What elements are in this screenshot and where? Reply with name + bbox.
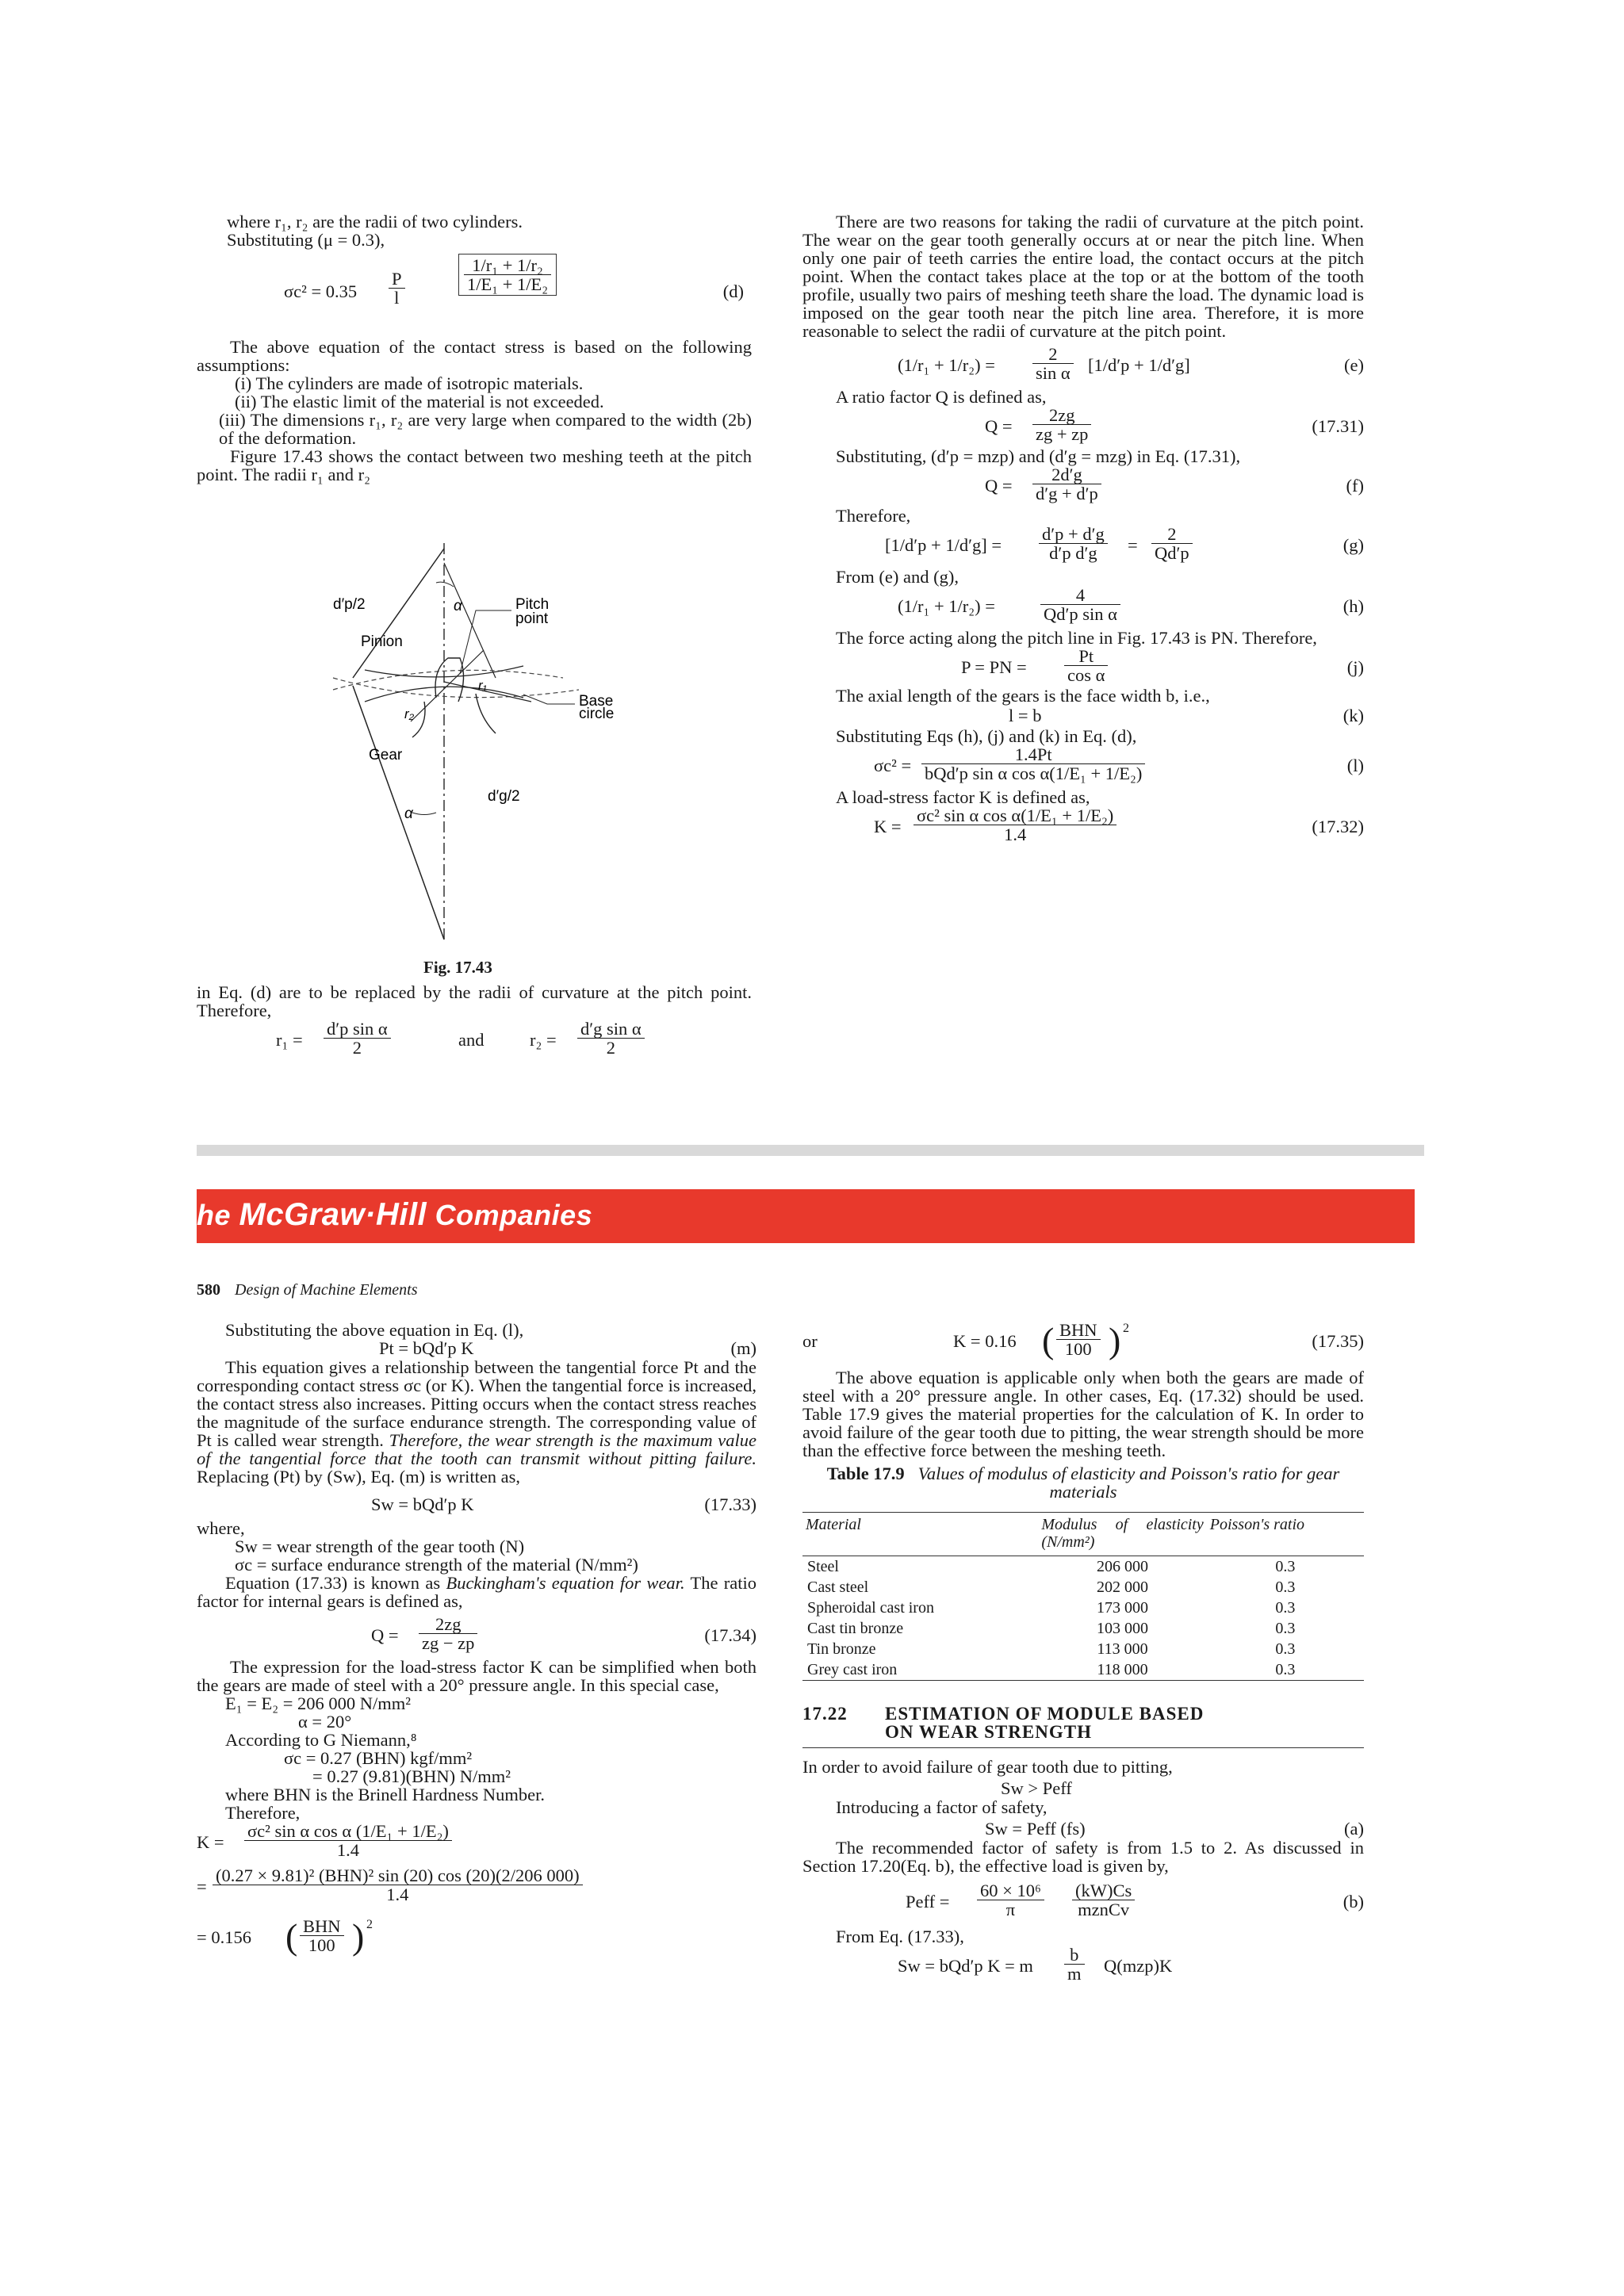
equation-h [802,586,1364,629]
label-dp2: d′p/2 [333,596,366,613]
numerator: BHN [1056,1321,1101,1340]
equation-term: l = b [1009,706,1042,725]
paragraph: where, [197,1518,245,1538]
equation-fraction [1151,525,1193,562]
equation-term: Sw > Peff [1001,1778,1072,1798]
equation-label: (k) [1342,706,1364,725]
top-left-column-lower [197,983,752,1059]
figure-17-43 [317,539,714,951]
numerator: (kW)Cs [1072,1881,1135,1900]
exponent: 2 [366,1918,373,1931]
paragraph-text: Equation (17.33) is known as [225,1573,441,1593]
numerator: d′p + d′g [1039,525,1108,544]
equation-label: (17.32) [1312,817,1364,836]
poisson-ratio-cell: 0.3 [1275,1620,1296,1637]
numerator: 1.4Pt [921,745,1145,764]
paragraph: Substituting (μ = 0.3), [227,230,385,250]
equation-term: or [802,1331,818,1351]
equation-label: (a) [1344,1819,1364,1839]
poisson-ratio-cell: 0.3 [1275,1558,1296,1575]
equation-a [802,1816,1364,1839]
equation-fraction [577,1020,645,1057]
numerator: BHN [300,1917,344,1936]
modulus-cell: 202 000 [1097,1578,1149,1596]
modulus-cell: 118 000 [1097,1661,1148,1678]
denominator: Qd′p [1155,543,1189,563]
equation-term: K = 0.16 [953,1331,1017,1351]
equation-fraction [300,1917,344,1954]
paragraph-text: The ratio factor for internal gears is defined as, [197,1573,757,1611]
paragraph [197,1574,756,1610]
table-row [802,1577,1364,1598]
denominator: Qd′p sin α [1044,604,1117,624]
paragraph: where r₁, r₂ are the radii of two cylinders. [227,212,523,232]
label-dg2: d′g/2 [488,788,520,805]
equation-l [802,745,1364,788]
label-r2: r₂ [404,706,415,721]
denominator: zg + zp [1036,424,1089,444]
numerator: 2zg [1032,406,1091,425]
equation-k-derivation-1 [197,1822,756,1863]
numerator: σc² sin α cos α(1/E₁ + 1/E₂) [914,806,1116,825]
paragraph: The expression for the load-stress factor K can be simplified when both the gears are made of steel with a 20° pressure angle. In this special case, [197,1657,756,1695]
denominator: 1/E₁ + 1/E₂ [467,274,549,294]
right-paren: ) [1109,1320,1121,1360]
equation-label: (l) [1346,756,1364,775]
bottom-left-column [197,1321,756,1960]
paragraph-text: Replacing (Pt) by (Sw), Eq. (m) is written as, [197,1467,521,1487]
modulus-cell: 113 000 [1097,1640,1148,1658]
equation-term: Pt = bQd′p K [379,1338,474,1358]
equation-label: (h) [1342,596,1364,616]
equation-label: (17.34) [704,1625,756,1645]
equation-sw-gt-peff [802,1776,1364,1798]
numerator: (0.27 × 9.81)² (BHN)² sin (20) cos (20)(2/206 000) [213,1866,583,1885]
column-header: Modulus of elasticity (N/mm²) [1038,1513,1206,1556]
paragraph: Figure 17.43 shows the contact between two meshing teeth at the pitch point. The radii r₁ and r₂ [197,446,752,484]
equation-term: Sw = bQd′p K = m [898,1956,1033,1976]
equation-k [802,705,1364,727]
constant: E₁ = E₂ = 206 000 N/mm² [225,1693,412,1713]
equation-fraction [914,806,1116,844]
top-right-column [802,212,1364,849]
paragraph: Therefore, [225,1803,301,1823]
numerator: 2 [1032,345,1074,364]
paragraph: The above equation is applicable only when both the gears are made of steel with a 20° pressure angle. In other cases, Eq. (17.32) should be used. Table 17.9 gives the material properties for the calculation of K. In order to avoid failure of the gear tooth due to pitting, the wear strength should be more than the effective force between the meshing teeth. [802,1368,1364,1460]
equation-fraction [1040,586,1120,623]
table-number: Table 17.9 [826,1464,905,1483]
equation-label: (d) [722,281,744,301]
equation-fraction [389,270,405,307]
material-name-cell: Cast steel [807,1578,869,1596]
equation-term: σc² = [874,756,912,775]
material-name-cell: Grey cast iron [807,1661,898,1678]
equation-17-34 [197,1615,756,1658]
list-item: (i) The cylinders are made of isotropic materials. [235,373,584,393]
page-number: 580 [197,1281,220,1299]
equation-17-33 [197,1490,756,1519]
denominator: 1.4 [386,1885,409,1904]
material-name-cell: Cast tin bronze [807,1620,904,1637]
paragraph: where BHN is the Brinell Hardness Number. [225,1785,546,1804]
paragraph: Therefore, [836,506,911,526]
equation-label: (e) [1344,355,1364,375]
equation-fraction [213,1866,583,1904]
paragraph: Substituting the above equation in Eq. (l), [225,1320,524,1340]
denominator: mznCv [1078,1900,1130,1919]
equation-17-35 [802,1321,1364,1364]
paragraph: A load-stress factor K is defined as, [836,787,1090,807]
banner-prefix: he [197,1199,239,1231]
paragraph: The above equation of the contact stress is based on the following assumptions: [197,337,752,375]
numerator: 2zg [419,1615,477,1634]
publisher-logo-text [197,1197,592,1233]
equation-term: Q(mzp)K [1104,1956,1173,1976]
denominator: l [394,288,400,308]
banner-suffix: Companies [427,1199,593,1231]
denominator: sin α [1036,363,1071,383]
paragraph: A ratio factor Q is defined as, [836,387,1047,407]
equation-fraction [1064,1946,1085,1983]
denominator: 1.4 [336,1840,360,1860]
equation-fraction [1032,465,1101,503]
numerator: 2d′g [1032,465,1101,484]
equation-fraction [1032,345,1074,382]
equation-b [802,1880,1364,1927]
denominator: cos α [1067,665,1105,685]
modulus-cell: 103 000 [1097,1620,1149,1637]
denominator: 100 [1064,1339,1092,1359]
denominator: 2 [352,1038,362,1058]
numerator: σc² sin α cos α (1/E₁ + 1/E₂) [244,1822,452,1841]
book-title: Design of Machine Elements [235,1281,418,1299]
equation-term: r₁ = [276,1030,303,1050]
equation-term: Sw = bQd′p K [371,1494,474,1514]
denominator: bQd′p sin α cos α(1/E₁ + 1/E₂) [925,763,1143,783]
equation-term: K = [197,1832,224,1852]
column-header: Material [802,1513,1038,1556]
denominator: 100 [308,1935,335,1955]
table-row [802,1598,1364,1618]
equation-fraction [1056,1321,1101,1358]
equation-k-derivation-2 [197,1866,756,1911]
numerator: b [1064,1946,1085,1965]
equation-e [802,345,1364,388]
modulus-cell: 173 000 [1097,1599,1149,1617]
table-caption [802,1464,1364,1501]
equation-term: Sw = Peff (fs) [985,1819,1086,1839]
equation-term: P = PN = [961,657,1027,677]
equation-term: (1/r₁ + 1/r₂) = [898,596,995,616]
denominator: 1.4 [1004,825,1027,844]
numerator: 1/r₁ + 1/r₂ [464,256,551,275]
paragraph-italic: Buckingham's equation for wear. [446,1573,685,1593]
equation-label: (17.33) [704,1494,756,1514]
table-row [802,1618,1364,1639]
poisson-ratio-cell: 0.3 [1275,1640,1296,1658]
equation-label: (f) [1346,476,1364,496]
running-head [197,1281,418,1299]
equation-term: Q = [985,416,1013,436]
equation-term: = 0.156 [197,1927,251,1947]
paragraph-italic: Therefore, the wear strength is the maximum value of the tangential force that the tooth can transmit without pitting failure. [197,1430,756,1468]
equation-g [802,525,1364,568]
equation-sw-final [802,1946,1364,1988]
left-paren: ( [1042,1320,1055,1360]
poisson-ratio-cell: 0.3 [1275,1599,1296,1617]
left-paren: ( [285,1916,298,1957]
equation-term: Q = [371,1625,399,1645]
paragraph: The axial length of the gears is the face width b, i.e., [836,686,1210,706]
equation-label: (m) [730,1338,756,1358]
numerator: Pt [1064,647,1108,666]
label-alpha: α [454,598,462,614]
material-name-cell: Steel [807,1558,839,1575]
section-rule [802,1747,1364,1748]
label-gear: Gear [369,747,403,763]
numerator: P [389,270,405,289]
material-table-grid [802,1513,1364,1680]
table-title: Values of modulus of elasticity and Poisson's ratio for gear materials [917,1464,1340,1502]
equation-fraction [419,1615,477,1652]
equation-fraction [324,1020,391,1057]
section-title: ON WEAR STRENGTH [885,1722,1092,1742]
denominator: 2 [606,1038,615,1058]
equation-r1-r2 [197,1020,752,1059]
equation-term: K = [874,817,902,836]
paragraph: According to G Niemann,⁸ [225,1730,417,1750]
denominator: zg − zp [422,1633,475,1653]
equation-fraction [1032,406,1091,443]
poisson-ratio-cell: 0.3 [1275,1661,1296,1678]
column-header: Poisson's ratio [1207,1513,1364,1556]
definition: Sw = wear strength of the gear tooth (N) [235,1536,525,1556]
denominator: π [1005,1900,1016,1919]
list-item: (ii) The elastic limit of the material is not exceeded. [235,392,604,411]
label-pitch-point: Pitch [515,596,550,613]
equation-term: and [458,1030,485,1050]
bottom-right-column [802,1321,1364,1988]
paragraph: Substituting Eqs (h), (j) and (k) in Eq. (d), [836,726,1137,746]
paragraph: From Eq. (17.33), [836,1927,964,1946]
equation-term: [1/d′p + 1/d′g] = [885,535,1002,555]
denominator: d′p d′g [1049,543,1097,563]
equation-term: = [1128,535,1138,555]
banner-brand: McGraw·Hill [239,1197,427,1232]
paragraph: Introducing a factor of safety, [836,1797,1048,1817]
equation-term: r₂ = [530,1030,557,1050]
right-paren: ) [352,1916,365,1957]
definition: σc = surface endurance strength of the material (N/mm²) [235,1555,638,1575]
table-header-row [802,1513,1364,1556]
equation-k-derivation-3 [197,1915,756,1960]
paragraph-text: This equation gives a relationship between the tangential force Pt and the corresponding contact stress σc (or K). When the tangential force is increased, the contact stress also increases. Pitting occurs when the contact stress reaches the magnitude of the surface endurance strength. The corresponding value of Pt is called wear strength. [197,1357,757,1450]
equation-term: (1/r₁ + 1/r₂) = [898,355,995,375]
equation-label: (j) [1346,657,1364,677]
equation-term: [1/d′p + 1/d′g] [1088,355,1190,375]
numerator: 4 [1040,586,1120,605]
label-alpha: α [404,806,413,822]
section-heading [802,1705,1364,1748]
equation-term: σc² = 0.35 [284,281,358,301]
equation-label: (g) [1342,535,1364,555]
equation-j [802,647,1364,687]
list-item: (iii) The dimensions r₁, r₂ are very large when compared to the width (2b) of the deformation. [219,410,752,448]
figure-caption: Fig. 17.43 [423,958,492,977]
paragraph: The force acting along the pitch line in Fig. 17.43 is PN. Therefore, [836,628,1317,648]
numerator: d′p sin α [324,1020,391,1039]
paragraph: In order to avoid failure of gear tooth due to pitting, [802,1757,1173,1777]
label-r1: r₁ [478,678,488,693]
paragraph: From (e) and (g), [836,567,959,587]
paragraph: The recommended factor of safety is from 1.5 to 2. As discussed in Section 17.20(Eq. b), the effective load is given by, [802,1838,1364,1876]
equation-17-32 [802,806,1364,849]
modulus-cell: 206 000 [1097,1558,1149,1575]
equation-label: (17.31) [1312,416,1364,436]
equation-17-31 [802,406,1364,447]
table-row [802,1659,1364,1680]
denominator: m [1067,1964,1082,1984]
section-number: 17.22 [802,1704,848,1724]
equation-fraction [1064,647,1108,684]
paragraph: in Eq. (d) are to be replaced by the radii of curvature at the pitch point. Therefore, [197,982,752,1020]
equation-f [802,465,1364,507]
publisher-banner [197,1189,1415,1243]
poisson-ratio-cell: 0.3 [1275,1578,1296,1596]
denominator: d′g + d′p [1036,484,1098,503]
material-table [802,1512,1364,1681]
table-row [802,1639,1364,1659]
equation-label: (17.35) [1312,1331,1364,1351]
equation-term: Peff = [906,1892,950,1911]
material-name-cell: Spheroidal cast iron [807,1599,934,1617]
constant: α = 20° [298,1712,352,1732]
label-base-circle: Base [579,693,614,710]
equation-fraction [244,1822,452,1859]
constant: σc = 0.27 (BHN) kgf/mm² [284,1748,473,1768]
gear-contact-diagram [317,539,714,951]
equation-fraction [1039,525,1108,562]
equation-fraction [458,254,557,296]
equation-label: (b) [1342,1892,1364,1911]
label-base-circle: circle [579,706,615,722]
page-divider [197,1145,1424,1156]
paragraph: There are two reasons for taking the radii of curvature at the pitch point. The wear on the gear tooth generally occurs at or near the pitch line. When only one pair of teeth carries the entire load, the contact occurs at the pitch point. When the contact takes place at the top or at the bottom of the tooth profile, usually two pairs of meshing teeth share the load. The dynamic load is imposed on the gear tooth near the pitch line area. Therefore, it is more reasonable to select the radii of curvature at the pitch point. [802,212,1364,341]
equation-fraction [1072,1881,1135,1919]
material-name-cell: Tin bronze [807,1640,876,1658]
paragraph [197,1358,756,1486]
numerator: d′g sin α [577,1020,645,1039]
equation-d [197,252,752,335]
equation-m [197,1339,756,1358]
paragraph: Substituting, (d′p = mzp) and (d′g = mzg) in Eq. (17.31), [836,446,1241,466]
top-left-column [197,212,752,484]
exponent: 2 [1123,1322,1129,1335]
equation-fraction [977,1881,1044,1919]
section-title: ESTIMATION OF MODULE BASED [885,1704,1205,1724]
numerator: 2 [1151,525,1193,544]
label-pinion: Pinion [361,633,403,650]
numerator: 60 × 10⁶ [977,1881,1044,1900]
table-row [802,1556,1364,1578]
equation-term: = [197,1877,207,1896]
constant: = 0.27 (9.81)(BHN) N/mm² [312,1766,511,1786]
equation-fraction [921,745,1145,783]
equation-term: Q = [985,476,1013,496]
label-pitch-point: point [515,610,549,627]
